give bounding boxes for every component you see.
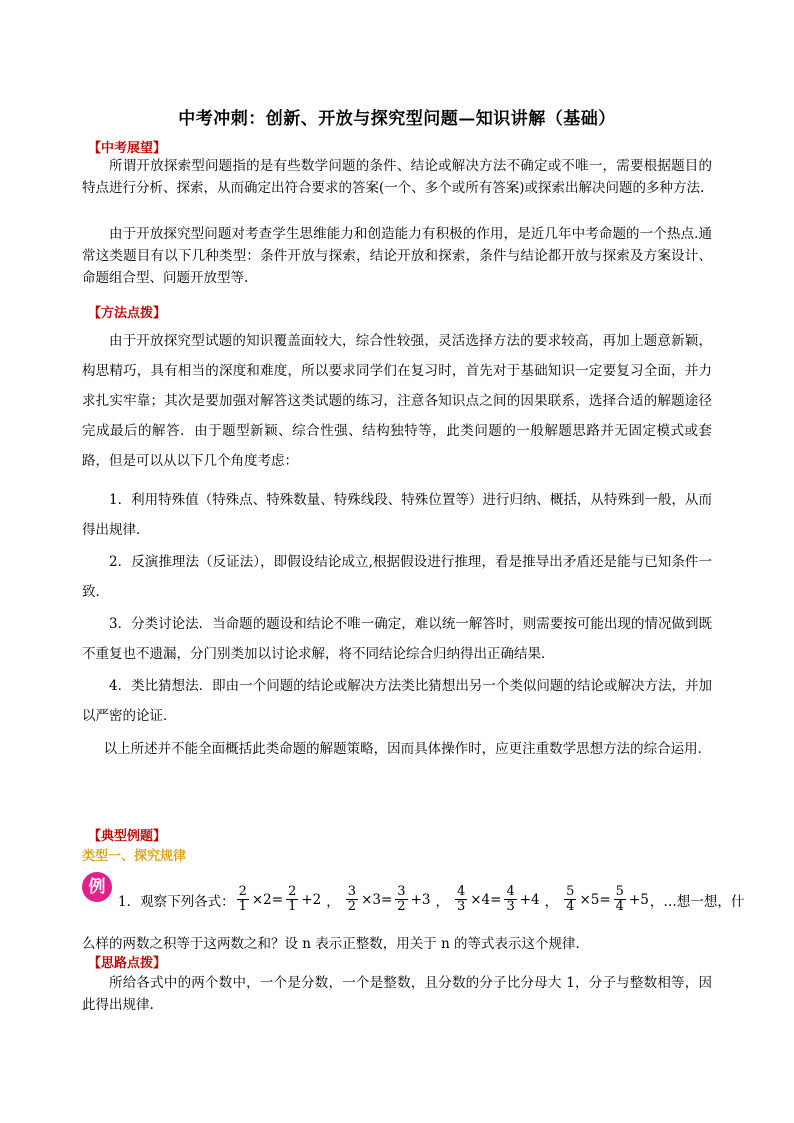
fraction-denominator: 1 — [238, 899, 247, 914]
equation-operator: ×5= — [579, 891, 611, 908]
fraction-numerator: 5 — [566, 884, 575, 899]
equation-addend: +4 — [519, 891, 540, 908]
examples-heading: 【典型例题】 — [88, 829, 167, 844]
equation-3 — [453, 885, 541, 914]
example-1-equations — [118, 884, 745, 914]
equation-addend: +3 — [410, 891, 431, 908]
outlook-paragraph-2: 由于开放探究型问题对考查学生思维能力和创造能力有积极的作用，是近几年中考命题的一个热点.通常这类题目有以下几种类型：条件开放与探索，结论开放和探索，条件与结论都开放与探索及方案设计、命题组合型、问题开放型等. — [82, 226, 712, 286]
fraction-denominator: 3 — [456, 899, 466, 914]
fraction-numerator: 4 — [456, 884, 466, 899]
fraction-denominator: 1 — [288, 899, 297, 914]
fraction-right — [286, 885, 298, 914]
fraction-left — [346, 885, 358, 914]
equation-1 — [235, 885, 323, 914]
method-item-4: 4．类比猜想法．即由一个问题的结论或解决方法类比猜想出另一个类似问题的结论或解决方法，并加以严密的论证． — [82, 678, 712, 724]
fraction-right — [614, 885, 626, 914]
method-item-1: 1．利用特殊值（特殊点、特殊数量、特殊线段、特殊位置等）进行归纳、概括，从特殊到一般，从而得出规律． — [82, 492, 712, 538]
fraction-denominator: 2 — [397, 899, 406, 914]
equation-separator: ， — [435, 893, 449, 910]
fraction-denominator: 4 — [566, 899, 575, 914]
fraction-numerator: 4 — [506, 884, 515, 899]
fraction-right — [504, 885, 516, 914]
methods-heading: 【方法点拨】 — [88, 306, 167, 321]
fraction-numerator: 3 — [397, 884, 406, 899]
equation-addend: +5 — [628, 891, 649, 908]
fraction-numerator: 5 — [615, 884, 624, 899]
equation-separator: ， — [544, 893, 559, 910]
outlook-paragraph-1: 所谓开放探索型问题指的是有些数学问题的条件、结论或解决方法不确定或不唯一，需要根据题目的特点进行分析、探索，从而确定出符合要求的答案(一个、多个或所有答案)或探索出解决问题的多种方法. — [82, 158, 712, 196]
methods-closing: 以上所述并不能全面概括此类命题的解题策略，因而具体操作时，应更注重数学思想方法的综合运用． — [103, 741, 712, 757]
method-item-2: 2．反演推理法（反证法），即假设结论成立,根据假设进行推理，看是推导出矛盾还是能与已知条件一致． — [82, 554, 712, 600]
methods-intro: 由于开放探究型试题的知识覆盖面较大，综合性较强，灵活选择方法的要求较高，再加上题意新颖，构思精巧，具有相当的深度和难度，所以要求同学们在复习时，首先对于基础知识一定要复习全面，并力求扎实牢靠；其次是要加强对解答这类试题的练习，注意各知识点之间的因果联系，选择合适的解题途径完成最后的解答．由于题型新颖、综合性强、结构独特等，此类问题的一般解题思路并无固定模式或套路，但是可以从以下几个角度考虑： — [82, 333, 712, 469]
equation-separator: ， — [326, 893, 340, 910]
equation-operator: ×4= — [470, 891, 502, 908]
outlook-heading: 【中考展望】 — [88, 141, 167, 156]
equation-list — [235, 885, 650, 914]
page-title: 中考冲刺：创新、开放与探究型问题—知识讲解（基础） — [178, 109, 616, 129]
equation-2 — [344, 885, 432, 914]
fraction-left — [237, 885, 249, 914]
equation-addend: +2 — [301, 891, 322, 908]
fraction-denominator: 4 — [615, 899, 624, 914]
fraction-left — [564, 885, 576, 914]
method-item-3: 3．分类讨论法．当命题的题设和结论不唯一确定，难以统一解答时，则需要按可能出现的情况做到既不重复也不遗漏，分门别类加以讨论求解，将不同结论综合归纳得出正确结果． — [82, 616, 712, 662]
fraction-numerator: 2 — [238, 884, 247, 899]
fraction-numerator: 3 — [347, 884, 357, 899]
hint-text: 所给各式中的两个数中，一个是分数，一个是整数，且分数的分子比分母大 1，分子与整数相等，因此得出规律. — [82, 975, 712, 1013]
fraction-denominator: 3 — [506, 899, 515, 914]
fraction-left — [455, 885, 467, 914]
example-1-prefix: 1．观察下列各式： — [118, 893, 235, 910]
example-badge: 例 — [82, 872, 112, 902]
example-1-suffix: ，…想一想，什 — [649, 893, 745, 910]
example-1-question: 么样的两数之积等于这两数之和？设 n 表示正整数，用关于 n 的等式表示这个规律． — [82, 936, 590, 952]
type-one-heading: 类型一、探究规律 — [82, 849, 187, 864]
equation-operator: ×2= — [251, 891, 284, 908]
equation-operator: ×3= — [361, 891, 393, 908]
fraction-denominator: 2 — [347, 899, 357, 914]
fraction-right — [395, 885, 407, 914]
equation-4 — [562, 885, 650, 914]
fraction-numerator: 2 — [288, 884, 297, 899]
hint-heading: 【思路点拨】 — [88, 956, 167, 971]
